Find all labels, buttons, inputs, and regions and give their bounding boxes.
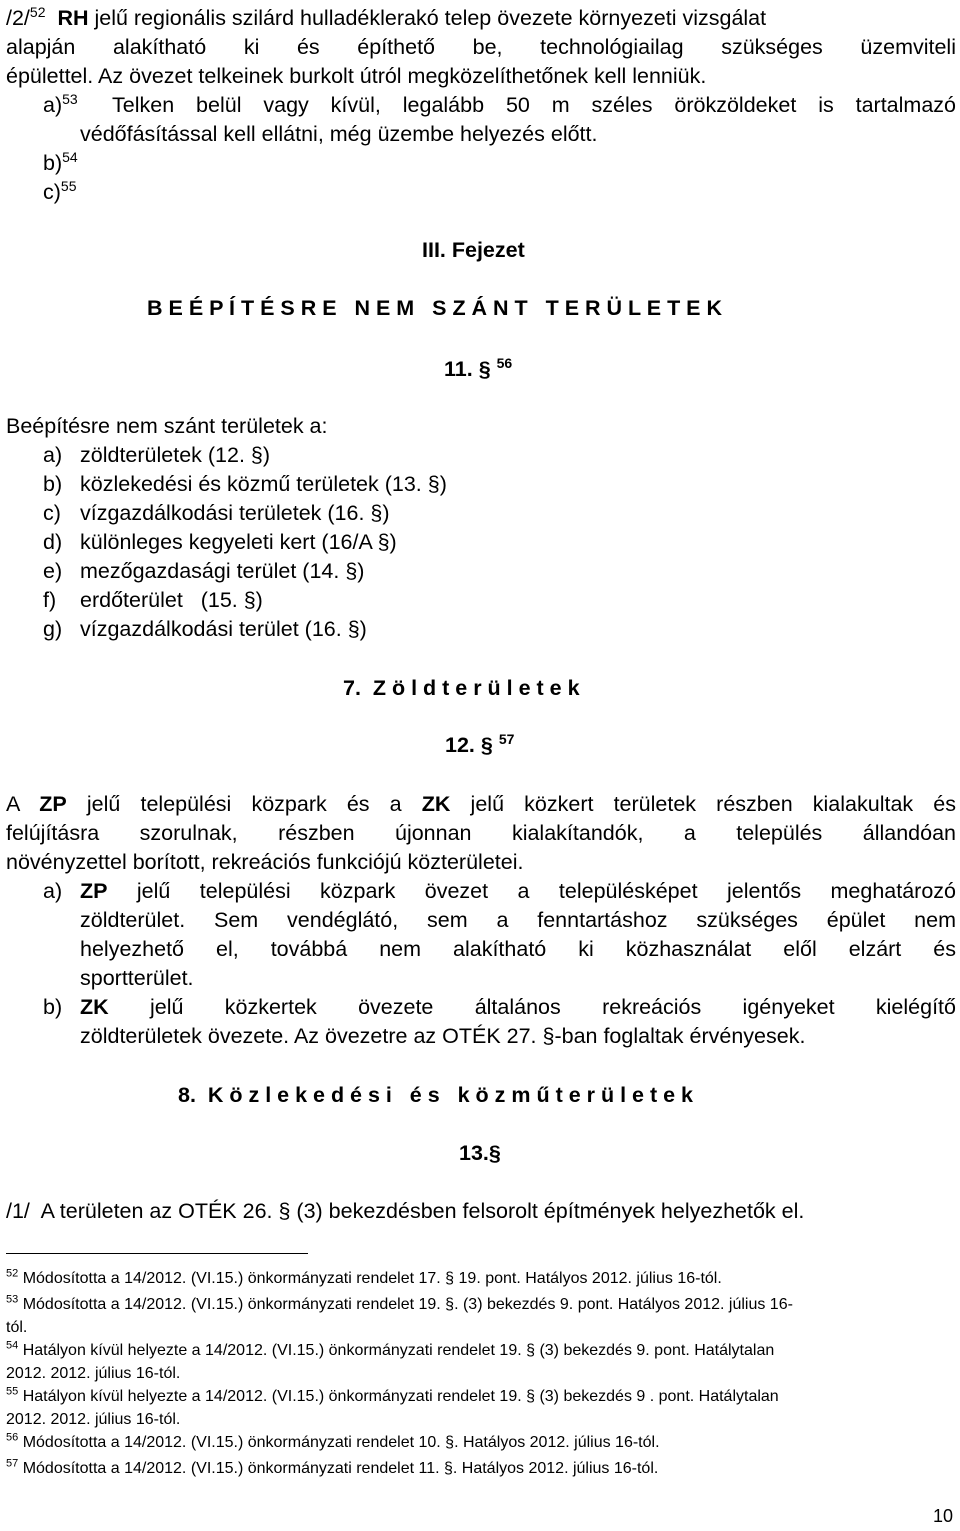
list-label: b) xyxy=(43,995,63,1019)
section-13-p1: /1/ A területen az OTÉK 26. § (3) bekezdésben felsorolt építmények helyezhetők el. xyxy=(6,1199,805,1223)
section-12-a-line2: zöldterület. Sem vendéglátó, sem a fenntartáshoz szükséges épület nem xyxy=(80,908,956,932)
footnote-continuation: 2012. 2012. július 16-tól. xyxy=(6,1365,181,1382)
footnote-text: Módosította a 14/2012. (VI.15.) önkormányzati rendelet 10. §. Hatályos 2012. július 16-tól. xyxy=(22,1434,660,1451)
footnote-ref: 53 xyxy=(62,90,78,107)
list-item-text: vízgazdálkodási területek (16. §) xyxy=(80,501,390,525)
section-12-b-line1 xyxy=(80,997,956,1019)
section-number: 13. xyxy=(459,1141,489,1165)
zone-code: ZP xyxy=(80,879,108,903)
page-number: 10 xyxy=(933,1506,954,1526)
footnote xyxy=(6,1339,775,1359)
list-item-text: különleges kegyeleti kert (16/A §) xyxy=(80,530,397,554)
list-item: g) xyxy=(43,617,63,641)
section-11-intro: Beépítésre nem szánt területek a: xyxy=(6,414,328,438)
list-item: e) xyxy=(43,559,63,583)
text: A xyxy=(6,792,40,816)
list-item-text: erdőterület (15. §) xyxy=(80,588,263,612)
footnote-ref: 56 xyxy=(496,354,513,371)
list-label: c) xyxy=(43,180,61,204)
footnote-text: Módosította a 14/2012. (VI.15.) önkormányzati rendelet 17. § 19. pont. Hatályos 2012. július 16-tól. xyxy=(22,1270,722,1287)
section-sign: § xyxy=(480,733,493,757)
footnote-number: 52 xyxy=(6,1267,19,1280)
section-12-p1-line3: növényzettel borított, rekreációs funkciójú közterületei. xyxy=(6,850,524,874)
chapter-subtitle: B E É P Í T É S R E N E M S Z Á N T T E R Ü L E T E K xyxy=(147,296,723,320)
subsection-8-heading: 8. K ö z l e k e d é s i é s k ö z m ű t e r ü l e t e k xyxy=(178,1083,693,1107)
footnote-number: 56 xyxy=(6,1431,19,1444)
zone-code: ZK xyxy=(80,995,109,1019)
footnote-separator xyxy=(6,1253,308,1254)
list-item-text: közlekedési és közmű területek (13. §) xyxy=(80,472,447,496)
section-11-heading xyxy=(444,354,513,381)
footnote-number: 57 xyxy=(6,1457,19,1470)
footnote-continuation: 2012. 2012. július 16-tól. xyxy=(6,1411,181,1428)
section-number: 11. xyxy=(444,357,473,381)
para-text: jelű regionális szilárd hulladéklerakó telep övezete környezeti vizsgálat xyxy=(88,6,767,30)
text: jelű közkert területek részben kialakultak és xyxy=(450,792,956,816)
section-sign: § xyxy=(488,1141,501,1165)
section-12-a-line3: helyezhető el, továbbá nem alakítható ki közhasználat elől elzárt és xyxy=(80,937,956,961)
subsection-7-heading: 7. Z ö l d t e r ü l e t e k xyxy=(343,676,580,700)
item-a-label xyxy=(43,90,78,117)
footnote-text: Hatályon kívül helyezte a 14/2012. (VI.15.) önkormányzati rendelet 19. § (3) bekezdés 9. pont. Hatálytalan xyxy=(22,1342,775,1359)
list-label: a) xyxy=(43,93,63,117)
list-item: f) xyxy=(43,588,57,612)
item-b xyxy=(43,148,78,175)
section-12-b-line2: zöldterületek övezete. Az övezetre az OTÉK 27. §-ban foglaltak érvényesek. xyxy=(80,1024,806,1048)
footnote-text: Módosította a 14/2012. (VI.15.) önkormányzati rendelet 19. §. (3) bekezdés 9. pont. Hatályos 2012. július 16- xyxy=(22,1296,793,1313)
text: jelű települési közpark övezet a településképet jelentős meghatározó xyxy=(107,879,956,903)
list-item-text: mezőgazdasági terület (14. §) xyxy=(80,559,365,583)
zone-code: ZP xyxy=(39,792,67,816)
para2-line1 xyxy=(6,3,767,30)
footnote-ref: 55 xyxy=(60,177,77,194)
item-c xyxy=(43,177,77,204)
section-12-a-line1 xyxy=(80,881,956,903)
list-label: b) xyxy=(43,151,63,175)
footnote-text: Hatályon kívül helyezte a 14/2012. (VI.15.) önkormányzati rendelet 19. § (3) bekezdés 9 . pont. Hatálytalan xyxy=(22,1388,779,1405)
footnote-ref: 52 xyxy=(29,3,46,20)
chapter-title: III. Fejezet xyxy=(422,238,525,262)
section-12-a-line4: sportterület. xyxy=(80,966,194,990)
section-13-heading xyxy=(459,1143,501,1165)
zone-code: RH xyxy=(57,6,89,30)
footnote xyxy=(6,1385,779,1405)
footnote-continuation: tól. xyxy=(6,1319,28,1336)
footnote-ref: 57 xyxy=(498,730,515,747)
list-item: c) xyxy=(43,501,61,525)
section-12-heading xyxy=(445,730,515,757)
list-label: a) xyxy=(43,879,63,903)
text: jelű települési közpark és a xyxy=(66,792,422,816)
para2-line3: épülettel. Az övezet telkeinek burkolt útról megközelíthetőnek kell lenniük. xyxy=(6,64,707,88)
para-number: /2/ xyxy=(6,6,30,30)
item-a-line1: Telken belül vagy kívül, legalább 50 m széles örökzöldeket is tartalmazó xyxy=(112,93,956,117)
list-item: d) xyxy=(43,530,63,554)
footnote-number: 55 xyxy=(6,1385,19,1398)
footnote-ref: 54 xyxy=(62,148,78,165)
list-item-text: vízgazdálkodási terület (16. §) xyxy=(80,617,367,641)
text: jelű közkertek övezete általános rekreációs igényeket kielégítő xyxy=(108,995,956,1019)
footnote-text: Módosította a 14/2012. (VI.15.) önkormányzati rendelet 11. §. Hatályos 2012. július 16-tól. xyxy=(22,1460,659,1477)
footnote xyxy=(6,1431,660,1451)
section-12-p1-line1 xyxy=(6,794,956,816)
section-number: 12. xyxy=(445,733,475,757)
footnote-number: 54 xyxy=(6,1339,19,1352)
section-12-p1-line2: felújításra szorulnak, részben újonnan kialakítandók, a település állandóan xyxy=(6,821,956,845)
list-item: a) xyxy=(43,443,63,467)
footnote xyxy=(6,1457,659,1477)
footnote xyxy=(6,1267,722,1287)
zone-code: ZK xyxy=(421,792,451,816)
item-a-line2: védőfásítással kell ellátni, még üzembe helyezés előtt. xyxy=(80,122,598,146)
section-sign: § xyxy=(478,357,491,381)
list-item: b) xyxy=(43,472,63,496)
footnote xyxy=(6,1293,793,1313)
list-item-text: zöldterületek (12. §) xyxy=(80,443,271,467)
footnote-number: 53 xyxy=(6,1293,19,1306)
para2-line2: alapján alakítható ki és építhető be, technológiailag szükséges üzemviteli xyxy=(6,35,956,59)
